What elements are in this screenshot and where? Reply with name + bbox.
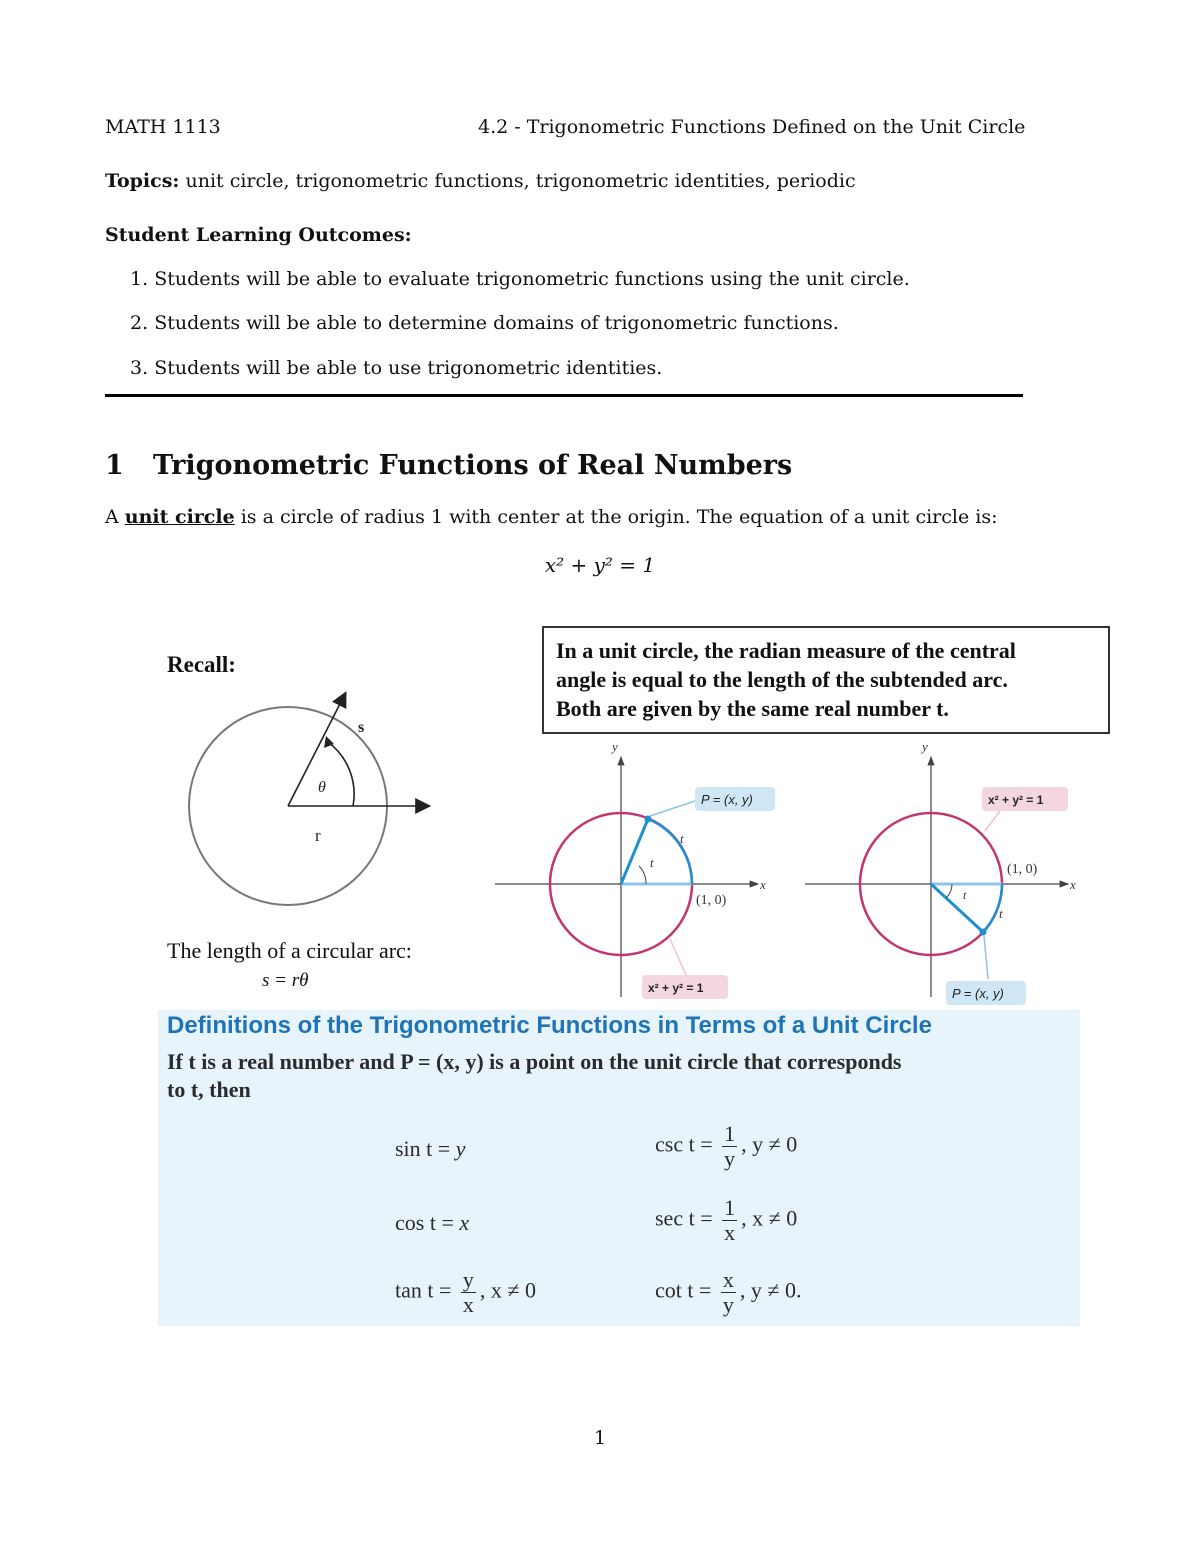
unit-circle-paragraph [105, 506, 998, 528]
equals-sign: = [441, 1210, 454, 1235]
angle-marker [946, 884, 952, 898]
cot-denominator: y [722, 1292, 734, 1317]
equals-sign: = [700, 1205, 713, 1231]
point-p-label: P = (x, y) [952, 986, 1004, 1001]
x-axis-label: x [1070, 877, 1076, 892]
recall-theta-label: θ [318, 779, 326, 796]
csc-numerator: 1 [724, 1121, 736, 1146]
equals-sign: = [437, 1136, 451, 1161]
tan-numerator: y [462, 1267, 474, 1292]
sec-denominator: x [724, 1220, 736, 1245]
radian-note-box [542, 626, 1110, 734]
sec-lhs: sec t [655, 1205, 695, 1231]
tan-fraction [461, 1268, 476, 1317]
definitions-intro [167, 1048, 1077, 1104]
sec-numerator: 1 [724, 1195, 736, 1220]
tan-definition [395, 1268, 536, 1317]
course-code: MATH 1113 [105, 116, 221, 138]
note-line-3: Both are given by the same real number t. [556, 696, 949, 721]
sin-lhs: sin t [395, 1136, 433, 1161]
recall-angle-arc [328, 742, 354, 806]
cos-lhs: cos t [395, 1210, 436, 1235]
x-axis-label: x [760, 877, 766, 892]
equals-sign: = [699, 1277, 712, 1303]
cos-definition [395, 1210, 469, 1236]
arc-length-formula: s = rθ [262, 970, 309, 991]
eq-leader [670, 939, 686, 975]
topics-line [105, 170, 856, 192]
recall-s-label: s [358, 719, 365, 736]
sec-fraction [722, 1196, 737, 1245]
outcome-number: 1. [130, 268, 149, 290]
csc-condition: , y ≠ 0 [741, 1131, 798, 1157]
cot-condition: , y ≠ 0. [739, 1277, 802, 1303]
outcome-3 [130, 357, 662, 379]
cot-fraction [721, 1268, 736, 1317]
page-number: 1 [593, 1427, 607, 1449]
terminal-radius [931, 884, 983, 932]
section-heading: 4.2 - Trigonometric Functions Defined on the Unit Circle [478, 116, 1026, 138]
note-line-2: angle is equal to the length of the subtended arc. [556, 667, 1008, 692]
point-1-0-label: (1, 0) [1007, 862, 1038, 877]
topics-label: Topics: [105, 170, 180, 192]
recall-r-label: r [315, 826, 321, 845]
unit-circle-term: unit circle [124, 506, 235, 528]
arc-length-text: The length of a circular arc: [167, 938, 412, 963]
equation-label: x² + y² = 1 [648, 981, 704, 995]
recall-circle-diagram [180, 680, 450, 910]
section-title [105, 450, 792, 481]
csc-fraction [722, 1122, 737, 1171]
equals-sign: = [439, 1277, 452, 1303]
section-title-text: Trigonometric Functions of Real Numbers [153, 450, 793, 481]
arc-t-label: t [680, 831, 684, 846]
y-axis-label: y [922, 739, 928, 754]
cot-definition [655, 1268, 802, 1317]
intro-line-2: to t, then [167, 1077, 251, 1102]
section-number: 1 [105, 450, 124, 481]
label-leader [984, 936, 988, 979]
angle-t-label: t [963, 888, 967, 902]
outcome-text: Students will be able to determine domains of trigonometric functions. [154, 312, 839, 334]
csc-definition [655, 1122, 797, 1171]
tan-lhs: tan t [395, 1277, 434, 1303]
definitions-title: Definitions of the Trigonometric Functions in Terms of a Unit Circle [167, 1012, 932, 1039]
unit-circle-equation: x² + y² = 1 [544, 553, 656, 577]
cot-lhs: cot t [655, 1277, 694, 1303]
outcomes-title: Student Learning Outcomes: [105, 224, 412, 246]
sin-rhs: y [455, 1136, 466, 1161]
point-p-label: P = (x, y) [701, 792, 753, 807]
topics-text: unit circle, trigonometric functions, trigonometric identities, periodic [185, 170, 856, 192]
outcome-text: Students will be able to use trigonometric identities. [154, 357, 663, 379]
equals-sign: = [700, 1131, 713, 1157]
para-rest: is a circle of radius 1 with center at the origin. The equation of a unit circle is: [234, 506, 998, 528]
y-axis-label: y [612, 739, 618, 754]
csc-lhs: csc t [655, 1131, 695, 1157]
sec-definition [655, 1196, 797, 1245]
outcome-text: Students will be able to evaluate trigonometric functions using the unit circle. [154, 268, 910, 290]
outcome-2 [130, 312, 839, 334]
arc-t-label: t [999, 906, 1003, 921]
para-start: A [105, 506, 125, 528]
outcome-number: 3. [130, 357, 149, 379]
horizontal-rule [105, 394, 1023, 397]
cos-rhs: x [459, 1210, 470, 1235]
angle-t-label: t [650, 855, 654, 870]
sec-condition: , x ≠ 0 [741, 1205, 798, 1231]
csc-denominator: y [724, 1146, 736, 1171]
unit-circle-graph-right [800, 735, 1100, 1010]
outcome-number: 2. [130, 312, 149, 334]
recall-title: Recall: [167, 652, 236, 677]
intro-line-1: If t is a real number and P = (x, y) is a point on the unit circle that corresponds [167, 1049, 902, 1074]
point-1-0-label: (1, 0) [696, 893, 727, 908]
tan-denominator: x [462, 1292, 474, 1317]
angle-marker [639, 866, 646, 884]
unit-circle-graph-left [490, 735, 780, 1010]
note-line-1: In a unit circle, the radian measure of the central [556, 638, 1016, 663]
eq-leader [985, 811, 1000, 831]
tan-condition: , x ≠ 0 [479, 1277, 536, 1303]
outcome-1 [130, 268, 910, 290]
cot-numerator: x [722, 1267, 734, 1292]
sin-definition [395, 1136, 465, 1162]
label-leader [650, 801, 695, 816]
equation-label: x² + y² = 1 [988, 793, 1044, 807]
